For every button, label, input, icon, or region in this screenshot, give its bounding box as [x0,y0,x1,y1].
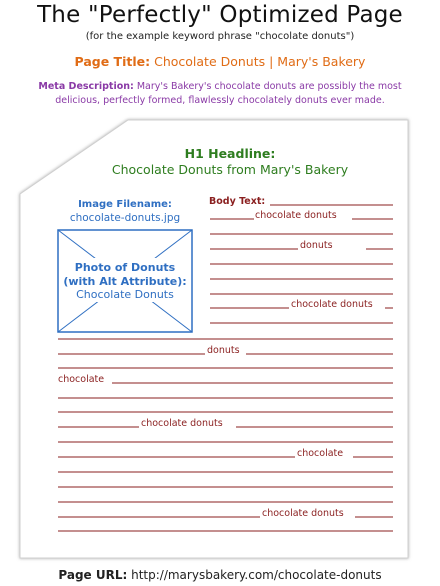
body-keyword: chocolate donuts [262,508,344,519]
body-keyword: donuts [300,240,333,251]
image-filename-label: Image Filename: [78,199,172,210]
meta-description-label: Meta Description: [38,81,134,92]
h1-value: Chocolate Donuts from Mary's Bakery [111,162,349,177]
image-alt-line2: (with Alt Attribute): [63,274,187,288]
image-filename: chocolate-donuts.jpg [69,212,181,224]
meta-description-line2: delicious, perfectly formed, flawlessly chocolately donuts ever made. [55,95,385,106]
h1-label: H1 Headline: [184,146,276,161]
body-text-label: Body Text: [209,196,266,207]
page-url [0,568,440,582]
body-keyword: chocolate donuts [291,299,373,310]
diagram-subtitle: (for the example keyword phrase "chocolate donuts") [85,31,355,42]
page-url-value: http://marysbakery.com/chocolate-donuts [131,568,382,582]
body-keyword: donuts [207,345,240,356]
page-url-label: Page URL: [58,568,128,582]
body-keyword: chocolate donuts [255,210,337,221]
body-keyword: chocolate donuts [141,418,223,429]
meta-description-line1: Mary's Bakery's chocolate donuts are possibly the most [136,81,402,92]
body-keyword: chocolate [58,374,105,385]
image-alt-line1: Photo of Donuts [74,261,176,274]
body-keyword: chocolate [297,448,344,459]
image-alt-line3: Chocolate Donuts [76,288,174,301]
page-title-label: Page Title: [74,54,151,69]
page-title-value: Chocolate Donuts | Mary's Bakery [154,54,366,69]
image-alt-caption [58,261,192,302]
diagram-title: The "Perfectly" Optimized Page [37,2,403,28]
